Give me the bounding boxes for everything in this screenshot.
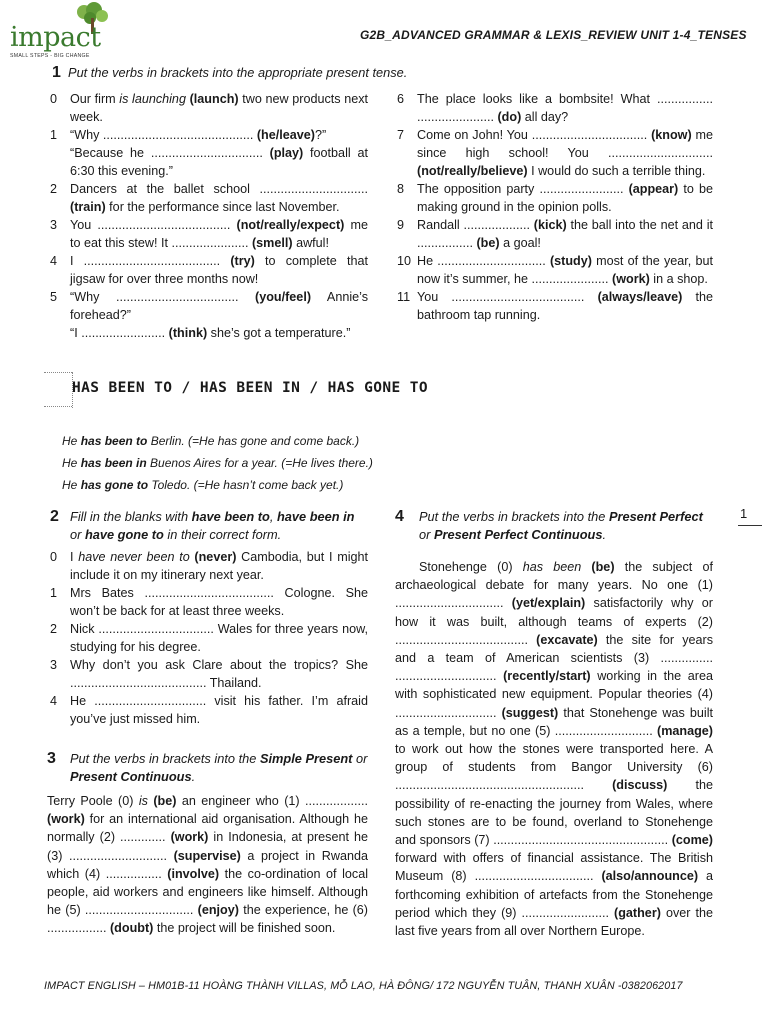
exercise-1-item-2 — [50, 180, 368, 216]
exercise-1-item-text: You ...................................... (always/leave) the bathroom tap running. — [417, 290, 713, 322]
exercise-1-item-number: 1 — [50, 128, 58, 142]
exercise-1-item-7 — [397, 126, 713, 180]
exercise-2-item-number: 0 — [50, 550, 58, 564]
exercise-1-item-text: You ...................................... (not/really/expect) me to eat this stew! It ...................... (smell) awful! — [70, 218, 368, 250]
exercise-1-item-3 — [50, 216, 368, 252]
exercise-1-item-number: 10 — [397, 254, 412, 268]
exercise-1-item-text: He ............................... (study) most of the year, but now it’s summer, he ...................... (work) in a shop. — [417, 254, 713, 286]
exercise-2-item-number: 3 — [50, 658, 58, 672]
exercise-1-item-number: 2 — [50, 182, 58, 196]
exercise-2-item-text: I have never been to (never) Cambodia, but I might include it on my itinerary next year. — [70, 550, 368, 582]
exercise-1-item-6 — [397, 90, 713, 126]
exercise-2-item-number: 2 — [50, 622, 58, 636]
exercise-3-passage: Terry Poole (0) is (be) an engineer who (1) .................. (work) for an international aid organisation. Although he normally (2) ............. (work) in Indonesia, at present he (3) ............................ (supervise) a project in Rwanda which (4) ................ (involve) the co-ordination of local people, aid workers and engineers like himself. Although he (5) ............................... (enjoy) the experience, he (6) ................. (doubt) the project will be finished soon. — [47, 794, 369, 936]
page-number-rule — [738, 525, 762, 526]
exercise-2-items — [50, 548, 368, 728]
exercise-2-item-1 — [50, 584, 368, 620]
exercise-4-number: 4 — [395, 508, 404, 525]
exercise-2-instruction: Fill in the blanks with have been to, have been in or have gone to in their correct form. — [70, 509, 355, 542]
exercise-2-item-text: Why don’t you ask Clare about the tropics? She ....................................... Thailand. — [70, 658, 368, 690]
exercise-1-item-text: The place looks like a bombsite! What ................ ...................... (do) all day? — [417, 92, 713, 124]
exercise-2-item-4 — [50, 692, 368, 728]
exercise-1-item-number: 9 — [397, 218, 405, 232]
exercise-1-item-text: “Why ................................... (you/feel) Annie’s forehead?” “I ........................ (think) she’s got a temperature.” — [70, 290, 368, 340]
exercise-1-item-1 — [50, 126, 368, 180]
exercise-2-item-number: 4 — [50, 694, 58, 708]
exercise-1-item-number: 6 — [397, 92, 405, 106]
exercise-1-instruction — [52, 64, 407, 82]
exercise-1-item-number: 11 — [397, 290, 411, 304]
section-example-line: He has been in Buenos Aires for a year. (=He lives there.) — [62, 456, 373, 470]
exercise-2-number: 2 — [50, 508, 59, 525]
exercise-1-item-8 — [397, 180, 713, 216]
exercise-1-item-number: 0 — [50, 92, 58, 106]
exercise-1-item-9 — [397, 216, 713, 252]
exercise-2-item-3 — [50, 656, 368, 692]
exercise-1-item-text: Randall ................... (kick) the ball into the net and it ................ (be) a goal! — [417, 218, 713, 250]
logo-tagline: SMALL STEPS - BIG CHANGE — [10, 53, 90, 59]
exercise-1-item-text: “Why ........................................... (he/leave)?” “Because he ................................ (play) football at 6:30 this evening.” — [70, 128, 368, 178]
exercise-1-item-number: 3 — [50, 218, 58, 232]
section-examples — [62, 430, 373, 496]
section-divider-bottom — [44, 406, 72, 407]
exercise-1-item-number: 7 — [397, 128, 405, 142]
exercise-2-item-number: 1 — [50, 586, 58, 600]
section-heading: HAS BEEN TO / HAS BEEN IN / HAS GONE TO — [72, 380, 429, 396]
exercise-1-text: Put the verbs in brackets into the appropriate present tense. — [68, 65, 408, 80]
exercise-1-item-text: Come on John! You ................................. (know) me since high school! You .............................. (not/really/believe) I would do such a terrible thing. — [417, 128, 713, 178]
exercise-3-instruction: Put the verbs in brackets into the Simple Present or Present Continuous. — [70, 751, 368, 784]
exercise-3-number: 3 — [47, 750, 56, 767]
footer-address: IMPACT ENGLISH – HM01B-11 HOÀNG THÀNH VILLAS, MỖ LAO, HÀ ĐÔNG/ 172 NGUYỄN TUÂN, THANH XUÂN -0382062017 — [44, 980, 683, 992]
section-example-line: He has been to Berlin. (=He has gone and come back.) — [62, 434, 360, 448]
exercise-4-instruction: Put the verbs in brackets into the Present Perfect or Present Perfect Continuous. — [419, 509, 703, 542]
exercise-2-item-text: Mrs Bates ..................................... Cologne. She won’t be back for at least three weeks. — [70, 586, 368, 618]
page-number: 1 — [740, 506, 748, 521]
logo-wordmark: impact — [10, 22, 101, 53]
exercise-1-item-text: The opposition party ........................ (appear) to be making ground in the opinion polls. — [417, 182, 713, 214]
exercise-1-right-column — [397, 90, 713, 324]
exercise-2-item-text: Nick ................................. Wales for three years now, studying for his degree. — [70, 622, 368, 654]
exercise-2-item-2 — [50, 620, 368, 656]
document-title: G2B_ADVANCED GRAMMAR & LEXIS_REVIEW UNIT 1-4_TENSES — [360, 28, 747, 42]
exercise-1-item-11 — [397, 288, 713, 324]
exercise-2-item-0 — [50, 548, 368, 584]
impact-logo — [10, 2, 130, 58]
exercise-1-number: 1 — [52, 64, 61, 81]
exercise-1-item-text: Our firm is launching (launch) two new products next week. — [70, 92, 368, 124]
section-divider-top — [44, 372, 72, 373]
exercise-1-left-column — [50, 90, 368, 342]
exercise-1-item-number: 8 — [397, 182, 405, 196]
exercise-1-item-10 — [397, 252, 713, 288]
exercise-1-item-4 — [50, 252, 368, 288]
exercise-1-item-5 — [50, 288, 368, 342]
exercise-1-item-0 — [50, 90, 368, 126]
exercise-4-passage: Stonehenge (0) has been (be) the subject of archaeological debate for many years. No one (1) ............................... (yet/explain) satisfactorily why or how it was built, although teams of experts (2) ...................................... (excavate) the site for years and a team of American scientists (3) ............... ............................. (recently/start) working in the area with sophisticated new equipment. Popular theories (4) ............................. (suggest) that Stonehenge was built as a temple, but no one (5) ............................ (manage) to work out how the stones were transported here. A group of students from Bangor University (6) ...................................................... (discuss) the possibility of re-enacting the journey from Wales, where such stones are to be found, overland to Stonehenge and sponsors (7) .................................................. (come) forward with offers of financial assistance. The British Museum (8) .................................. (also/announce) a forthcoming exhibition of artefacts from the Stonehenge period which they (9) ......................... (gather) over the last five years from all over Northern Europe. — [395, 560, 714, 939]
exercise-1-item-number: 4 — [50, 254, 58, 268]
section-example-line: He has gone to Toledo. (=He hasn’t come back yet.) — [62, 478, 344, 492]
exercise-1-item-text: I ....................................... (try) to complete that jigsaw for over three months now! — [70, 254, 368, 286]
exercise-1-item-text: Dancers at the ballet school ............................... (train) for the performance since last November. — [70, 182, 368, 214]
exercise-4 — [395, 508, 713, 940]
exercise-1-item-number: 5 — [50, 290, 58, 304]
exercise-2 — [50, 508, 368, 728]
exercise-2-item-text: He ................................ visit his father. I’m afraid you’ve just missed him. — [70, 694, 368, 726]
exercise-3 — [47, 750, 368, 938]
